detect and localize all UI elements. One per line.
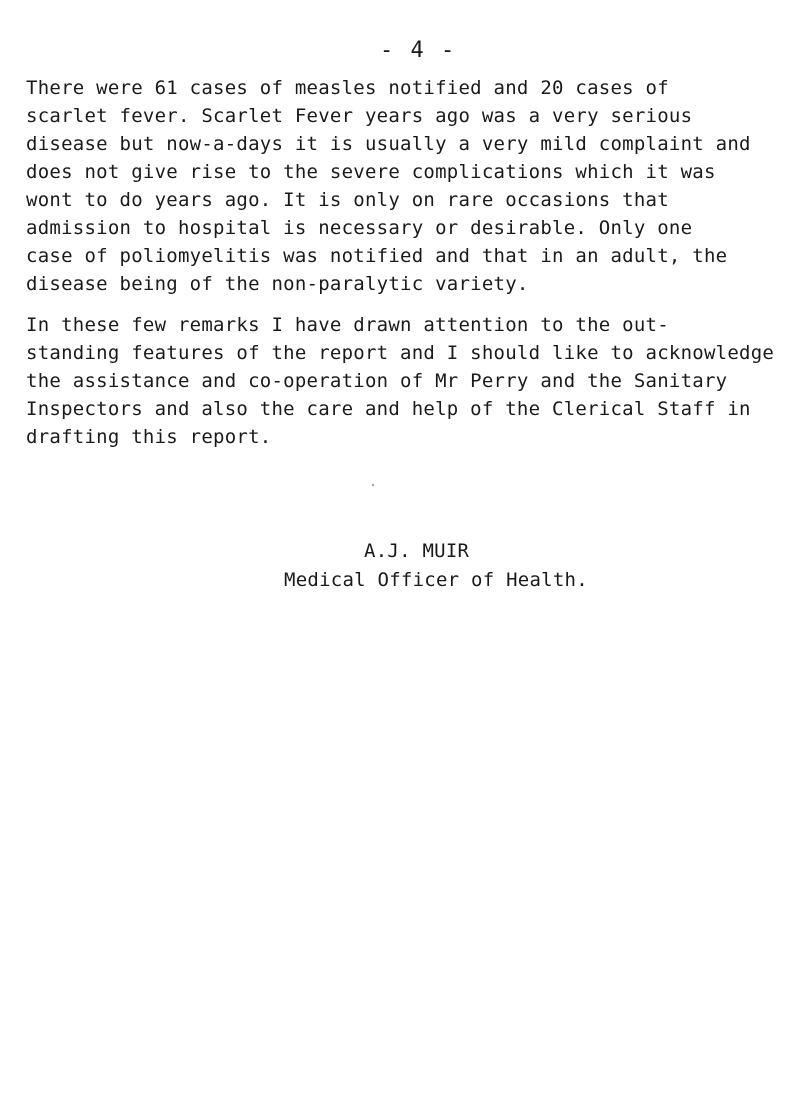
text-line: wont to do years ago. It is only on rare occasions that bbox=[26, 189, 669, 211]
signature-block bbox=[0, 537, 800, 595]
text-line: disease being of the non-paralytic variety. bbox=[26, 273, 529, 295]
text-line: scarlet fever. Scarlet Fever years ago was a very serious bbox=[26, 105, 693, 127]
text-line: does not give rise to the severe complications which it was bbox=[26, 161, 716, 183]
text-line: Inspectors and also the care and help of the Clerical Staff in bbox=[26, 398, 751, 420]
text-line: standing features of the report and I should like to acknowledge bbox=[26, 342, 775, 364]
paragraph-acknowledgements bbox=[26, 311, 796, 451]
text-line: In these few remarks I have drawn attention to the out- bbox=[26, 314, 669, 336]
text-line: admission to hospital is necessary or desirable. Only one bbox=[26, 217, 693, 239]
paper-speck bbox=[372, 484, 374, 486]
page-number: - 4 - bbox=[380, 38, 457, 63]
text-line: drafting this report. bbox=[26, 426, 272, 448]
signatory-name: A.J. MUIR bbox=[364, 540, 470, 562]
text-line: the assistance and co-operation of Mr Perry and the Sanitary bbox=[26, 370, 728, 392]
signatory-title: Medical Officer of Health. bbox=[284, 569, 588, 591]
text-line: case of poliomyelitis was notified and that in an adult, the bbox=[26, 245, 728, 267]
text-line: There were 61 cases of measles notified and 20 cases of bbox=[26, 77, 669, 99]
paragraph-infectious-diseases bbox=[26, 74, 796, 298]
text-line: disease but now-a-days it is usually a very mild complaint and bbox=[26, 133, 751, 155]
